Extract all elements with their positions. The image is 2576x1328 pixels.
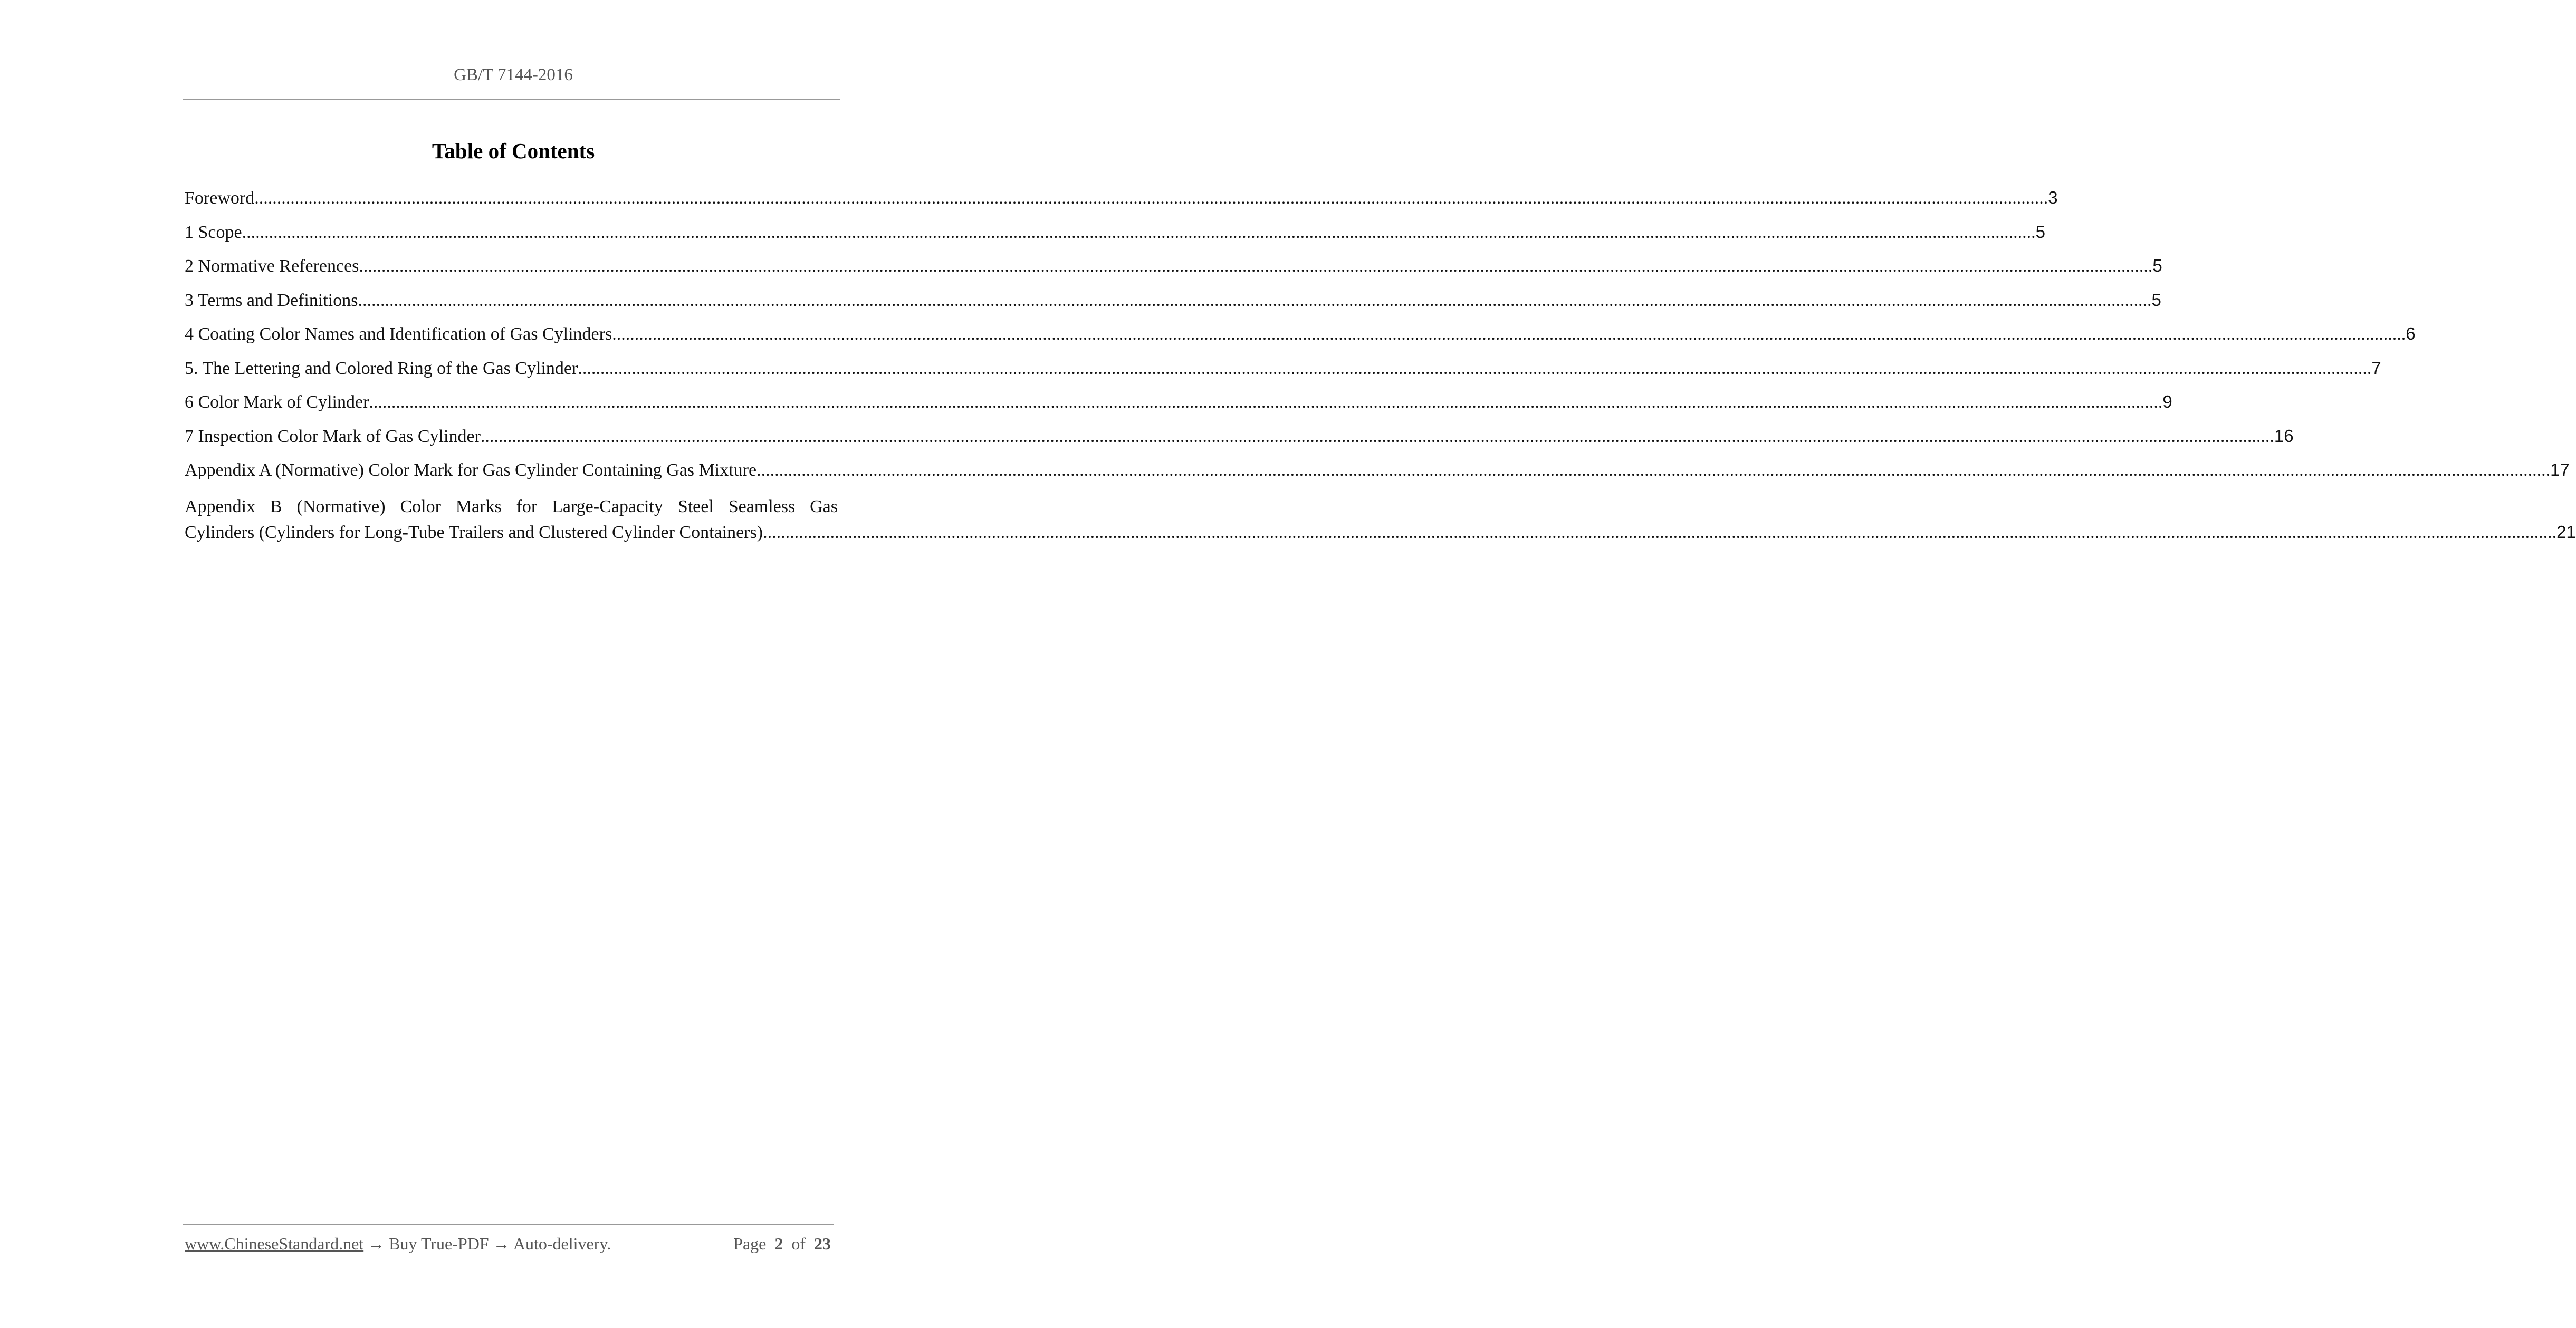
toc-entry-page: 5 [2035, 222, 2045, 242]
footer-divider [183, 1224, 834, 1225]
toc-title: Table of Contents [432, 139, 595, 163]
toc-entry-text: 7 Inspection Color Mark of Gas Cylinder [185, 426, 481, 446]
toc-leader-dots: ................................................................................................................................................................................................................................................................................................................................................................................................................ [578, 358, 2372, 378]
arrow-right-icon: → [368, 1234, 385, 1253]
toc-entry-coating-color-names[interactable] [185, 322, 2416, 356]
delivery-text: Auto-delivery. [513, 1234, 611, 1253]
toc-leader-dots: ................................................................................................................................................................................................................................................................................................................................................................................................................ [756, 460, 2551, 480]
toc-entry-lettering-colored-ring[interactable] [185, 356, 2381, 390]
toc-entry-text: Appendix A (Normative) Color Mark for Gas Cylinder Containing Gas Mixture [185, 460, 757, 480]
toc-entry-foreword[interactable] [185, 186, 2058, 220]
toc-entry-page: 5 [2151, 290, 2161, 310]
toc-entry-text: 1 Scope [185, 222, 242, 242]
header-divider [183, 99, 840, 100]
arrow-right-icon: → [493, 1234, 510, 1253]
page-current: 2 [774, 1234, 783, 1253]
page-number [733, 1234, 831, 1254]
toc-entry-text: 3 Terms and Definitions [185, 290, 358, 310]
toc-leader-dots: ................................................................................................................................................................................................................................................................................................................................................................................................................ [242, 222, 2036, 242]
toc-entry-color-mark[interactable] [185, 390, 2172, 424]
site-link[interactable]: www.ChineseStandard.net [185, 1234, 364, 1253]
toc-leader-dots: ................................................................................................................................................................................................................................................................................................................................................................................................................ [358, 290, 2152, 310]
buy-text: Buy True-PDF [389, 1234, 489, 1253]
table-of-contents [185, 186, 2576, 545]
toc-entry-normative-references[interactable] [185, 254, 2162, 288]
toc-entry-text-line1: Appendix B (Normative) Color Marks for Large-Capacity Steel Seamless Gas [185, 496, 838, 516]
page-label: Page [733, 1234, 767, 1253]
toc-entry-text: 6 Color Mark of Cylinder [185, 392, 369, 412]
toc-leader-dots: ................................................................................................................................................................................................................................................................................................................................................................................................................ [369, 392, 2163, 412]
toc-entry-inspection-color-mark[interactable] [185, 424, 2294, 458]
toc-entry-terms-definitions[interactable] [185, 288, 2161, 322]
toc-entry-appendix-b[interactable] [185, 494, 2576, 545]
toc-leader-dots: ................................................................................................................................................................................................................................................................................................................................................................................................................ [480, 426, 2274, 446]
running-header: GB/T 7144-2016 [454, 65, 573, 84]
toc-entry-page: 7 [2371, 358, 2381, 378]
toc-entry-appendix-a[interactable] [185, 458, 2570, 492]
toc-entry-text: Foreword [185, 188, 255, 208]
page-total: 23 [814, 1234, 831, 1253]
toc-entry-page: 3 [2048, 188, 2058, 207]
page-footer [185, 1234, 831, 1254]
page-of: of [791, 1234, 806, 1253]
toc-entry-page: 17 [2550, 460, 2570, 479]
footer-promo [185, 1234, 611, 1254]
toc-entry-page: 16 [2274, 426, 2294, 446]
toc-entry-page: 9 [2162, 392, 2172, 411]
toc-entry-text: 5. The Lettering and Colored Ring of the Gas Cylinder [185, 358, 578, 378]
toc-entry-text: 2 Normative References [185, 256, 359, 276]
toc-entry-line2-row [185, 519, 2576, 545]
toc-leader-dots: ................................................................................................................................................................................................................................................................................................................................................................................................................ [612, 324, 2406, 344]
toc-entry-text-line2: Cylinders (Cylinders for Long-Tube Trailers and Clustered Cylinder Containers) [185, 522, 763, 542]
toc-leader-dots: ................................................................................................................................................................................................................................................................................................................................................................................................................ [254, 188, 2048, 208]
toc-leader-dots: ................................................................................................................................................................................................................................................................................................................................................................................................................ [359, 256, 2153, 276]
toc-leader-dots: ................................................................................................................................................................................................................................................................................................................................................................................................................ [763, 522, 2557, 542]
toc-entry-scope[interactable] [185, 220, 2045, 254]
toc-entry-page: 5 [2152, 256, 2162, 275]
toc-entry-text: 4 Coating Color Names and Identification of Gas Cylinders [185, 324, 612, 344]
toc-entry-page: 6 [2406, 324, 2416, 343]
toc-entry-page: 21 [2556, 522, 2576, 542]
